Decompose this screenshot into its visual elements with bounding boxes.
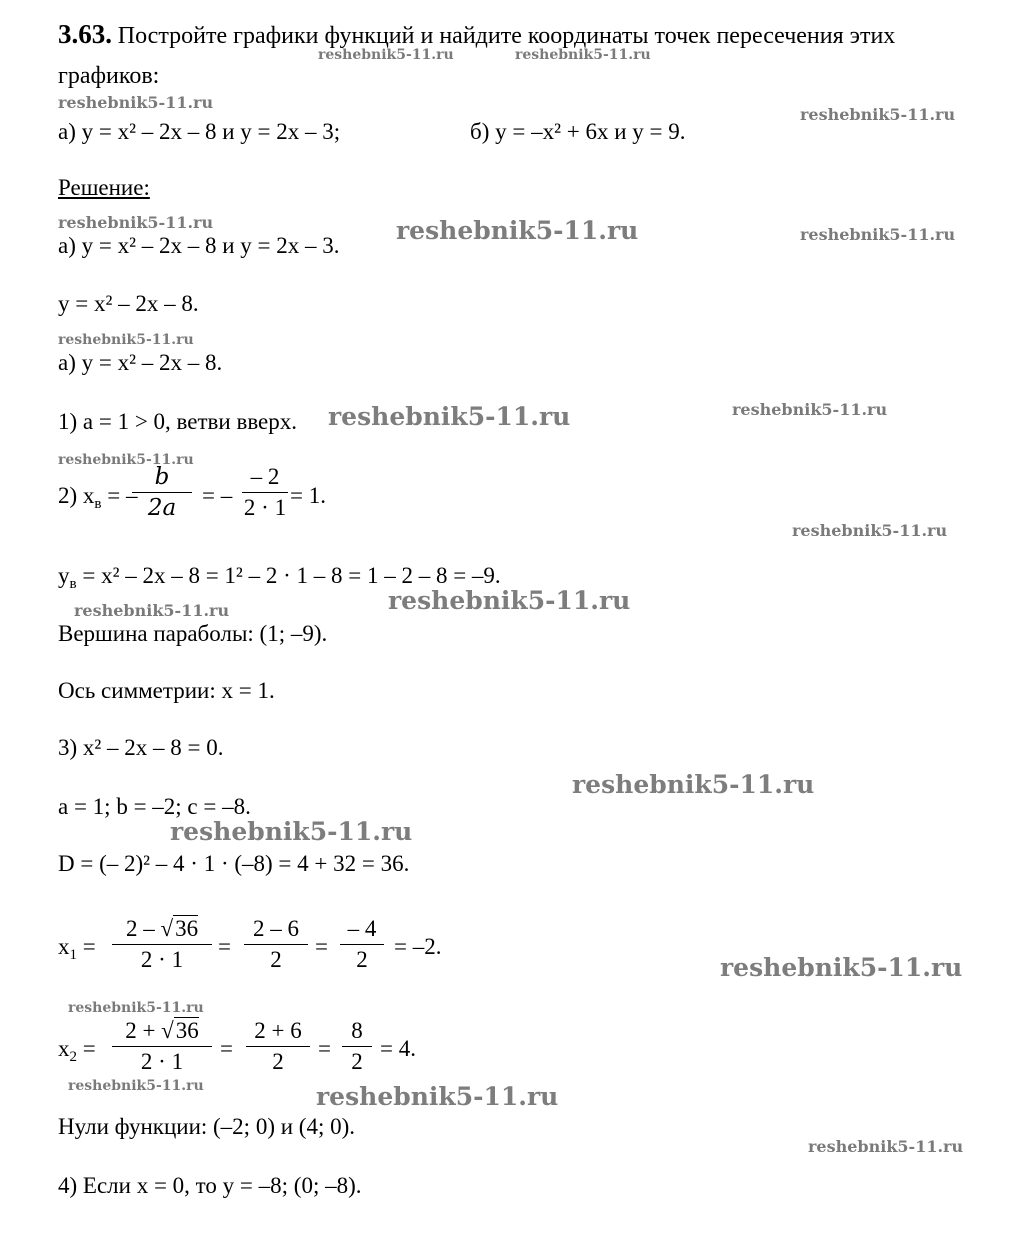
watermark: reshebnik5-11.ru — [74, 601, 230, 620]
x2-eq-2: = — [220, 1036, 233, 1061]
watermark: reshebnik5-11.ru — [800, 105, 956, 124]
watermark: reshebnik5-11.ru — [68, 1000, 204, 1016]
watermark: reshebnik5-11.ru — [732, 400, 888, 419]
solution-a-repeat: а) y = x² – 2x – 8 и y = 2x – 3. — [58, 233, 340, 258]
x2-fraction-2: 2 + 6 2 — [246, 1016, 310, 1077]
x1-fraction-1: 2 – √36 2 · 1 — [112, 914, 212, 975]
watermark: reshebnik5-11.ru — [572, 770, 815, 799]
watermark: reshebnik5-11.ru — [170, 817, 413, 846]
solution-heading: Решение: — [58, 175, 150, 200]
vertex: Вершина параболы: (1; –9). — [58, 621, 328, 646]
x2-result: = 4. — [380, 1036, 416, 1061]
x2-fraction-3: 8 2 — [342, 1016, 372, 1077]
solution-a-func: а) y = x² – 2x – 8. — [58, 350, 223, 375]
x1-fraction-3: – 4 2 — [340, 914, 384, 975]
task-text: Постройте графики функций и найдите координаты точек пересечения этих — [117, 23, 896, 49]
watermark: reshebnik5-11.ru — [800, 225, 956, 244]
step-4: 4) Если x = 0, то y = –8; (0; –8). — [58, 1173, 362, 1198]
watermark: reshebnik5-11.ru — [58, 332, 194, 348]
watermark: reshebnik5-11.ru — [58, 452, 194, 468]
x2-label: $x_2$ = — [58, 1036, 96, 1065]
x1-eq-2: = — [218, 934, 231, 959]
solution-func: y = x² – 2x – 8. — [58, 291, 199, 316]
watermark: reshebnik5-11.ru — [68, 1078, 204, 1094]
watermark: reshebnik5-11.ru — [792, 521, 948, 540]
step-2-result: = 1. — [290, 483, 326, 508]
discriminant: D = (– 2)² – 4 · 1 · (–8) = 4 + 32 = 36. — [58, 851, 410, 876]
x1-eq-3: = — [315, 934, 328, 959]
axis-of-symmetry: Ось симметрии: x = 1. — [58, 678, 275, 703]
step-2-label: 2) $x_в$ = – — [58, 483, 138, 512]
vertex-y-calc: $y_в = x^2 - 2x - 8 = 1^2 - 2 \cdot 1 - 8 = 1 - 2 - 8 = -9$. — [58, 563, 501, 592]
x1-label: $x_1$ = — [58, 934, 96, 963]
step-2-fraction-2: – 2 2 · 1 — [243, 464, 287, 520]
step-1: 1) a = 1 > 0, ветви вверх. — [58, 409, 298, 434]
task-title-line1 — [58, 20, 895, 50]
watermark: reshebnik5-11.ru — [328, 402, 571, 431]
watermark: reshebnik5-11.ru — [396, 216, 639, 245]
task-number: 3.63. — [58, 19, 112, 49]
step-2-fraction-1: b 2a — [132, 462, 192, 523]
x1-result: = –2. — [394, 934, 442, 959]
x1-fraction-2: 2 – 6 2 — [244, 914, 308, 975]
step-3: 3) x² – 2x – 8 = 0. — [58, 735, 224, 760]
watermark: reshebnik5-11.ru — [58, 213, 214, 232]
watermark: reshebnik5-11.ru — [318, 47, 454, 63]
watermark: reshebnik5-11.ru — [58, 93, 214, 112]
x2-eq-3: = — [318, 1036, 331, 1061]
function-zeros: Нули функции: (–2; 0) и (4; 0). — [58, 1114, 355, 1139]
task-title-line2: графиков: — [58, 63, 160, 89]
watermark: reshebnik5-11.ru — [515, 47, 651, 63]
task-part-a: а) y = x² – 2x – 8 и y = 2x – 3; — [58, 119, 341, 144]
watermark: reshebnik5-11.ru — [316, 1082, 559, 1111]
task-part-b: б) y = –x² + 6x и y = 9. — [470, 119, 686, 144]
watermark: reshebnik5-11.ru — [808, 1137, 964, 1156]
x2-fraction-1: 2 + √36 2 · 1 — [112, 1016, 212, 1077]
watermark: reshebnik5-11.ru — [388, 586, 631, 615]
coefficients: a = 1; b = –2; c = –8. — [58, 794, 251, 819]
step-2-eq2: = – — [202, 483, 233, 508]
watermark: reshebnik5-11.ru — [720, 953, 963, 982]
